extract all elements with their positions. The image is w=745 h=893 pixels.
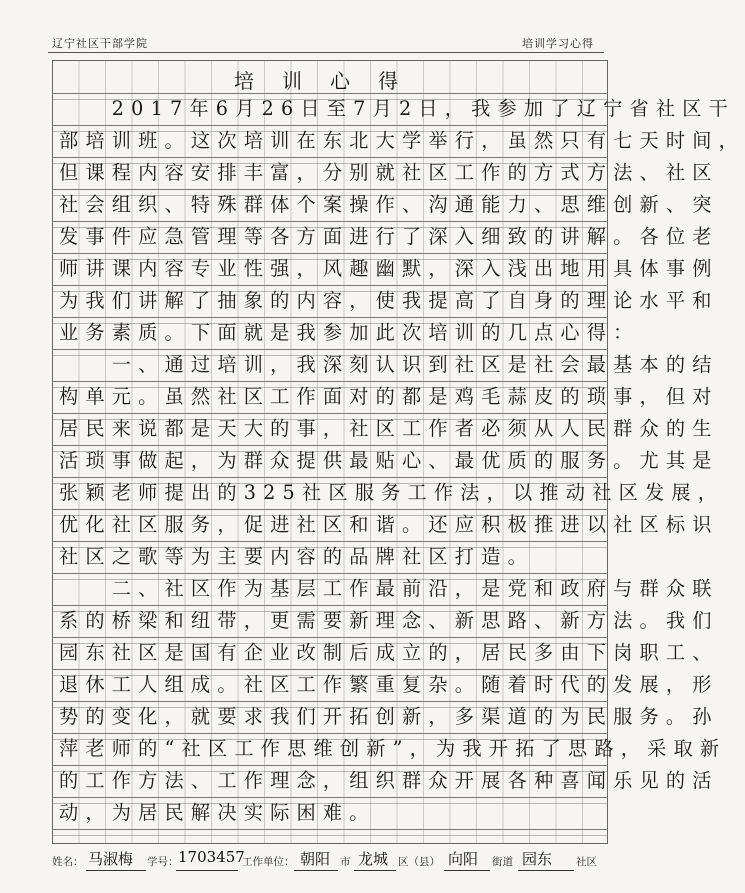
essay-line-text: 园东社区是国有企业改制后成立的，居民多由下岗职工、 — [59, 641, 719, 664]
essay-line — [53, 381, 719, 414]
title-row — [53, 61, 607, 94]
essay-line-text: 势的变化，就要求我们开拓创新，多渠道的为民服务。孙 — [59, 705, 719, 728]
essay-line — [53, 797, 607, 830]
essay-line — [53, 733, 727, 766]
document-type: 培训学习心得 — [522, 37, 594, 50]
essay-line — [53, 701, 719, 734]
essay-line — [53, 669, 719, 702]
essay-line — [53, 605, 719, 638]
essay-line — [53, 765, 719, 798]
essay-line-text: 活琐事做起，为群众提供最贴心、最优质的服务。尤其是 — [59, 449, 719, 472]
essay-line-text: 一、通过培训，我深刻认识到社区是社会最基本的结 — [59, 353, 719, 376]
essay-line-text: 但课程内容安排丰富，分别就社区工作的方式方法、社区 — [59, 161, 719, 184]
essay-line — [53, 349, 719, 382]
name-label: 姓名： — [52, 856, 84, 868]
id-label: 学号： — [147, 856, 179, 868]
street-underline — [444, 870, 490, 871]
unit-label: 工作单位： — [242, 856, 295, 868]
essay-line-text: 张颖老师提出的325社区服务工作法，以推动社区发展， — [59, 481, 725, 504]
writing-sheet — [52, 60, 745, 844]
essay-line — [53, 221, 719, 254]
essay-line-text: 部培训班。这次培训在东北大学举行，虽然只有七天时间， — [59, 129, 745, 152]
essay-line — [53, 477, 725, 510]
essay-line-text: 构单元。虽然社区工作面对的都是鸡毛蒜皮的琐事，但对 — [59, 385, 719, 408]
essay-line — [53, 285, 719, 318]
essay-line — [53, 317, 640, 350]
essay-line-text: 发事件应急管理等各方面进行了深入细致的讲解。各位老 — [59, 225, 719, 248]
essay-line — [53, 509, 719, 542]
id-underline — [176, 870, 238, 871]
header-divider — [48, 52, 604, 53]
community-suffix: 社区 — [576, 856, 597, 868]
district-suffix: 区（县） — [398, 856, 440, 868]
essay-line — [53, 189, 719, 222]
essay-line-text: 系的桥梁和纽带，更需要新理念、新思路、新方法。我们 — [59, 609, 719, 632]
essay-line-text: 2017年6月26日至7月2日，我参加了辽宁省社区干 — [59, 97, 736, 120]
name-underline — [86, 870, 146, 871]
essay-line-text: 优化社区服务，促进社区和谐。还应积极推进以社区标识 — [59, 513, 719, 536]
essay-line — [53, 445, 719, 478]
name-value: 马淑梅 — [88, 850, 134, 868]
street-suffix: 街道 — [492, 856, 513, 868]
city-suffix: 市 — [340, 856, 351, 868]
essay-line-text: 二、社区作为基层工作最前沿，是党和政府与群众联 — [59, 577, 719, 600]
essay-line-text: 居民来说都是天大的事，社区工作者必须从人民群众的生 — [59, 417, 719, 440]
district-value: 龙城 — [358, 850, 389, 868]
essay-line-text: 动，为居民解决实际困难。 — [59, 801, 376, 824]
essay-line — [53, 573, 719, 606]
id-value: 1703457 — [178, 848, 245, 866]
essay-line-text: 社区之歌等为主要内容的品牌社区打造。 — [59, 545, 534, 568]
essay-line — [53, 125, 745, 158]
essay-line-text: 为我们讲解了抽象的内容，使我提高了自身的理论水平和 — [59, 289, 719, 312]
essay-line-text: 的工作方法、工作理念，组织群众开展各种喜闻乐见的活 — [59, 769, 719, 792]
essay-title: 培训心得 — [234, 69, 426, 93]
essay-line — [53, 413, 719, 446]
essay-line — [53, 637, 719, 670]
essay-line-text: 社会组织、特殊群体个案操作、沟通能力、思维创新、突 — [59, 193, 719, 216]
community-value: 园东 — [522, 850, 553, 868]
district-underline — [354, 870, 396, 871]
signature-footer — [52, 846, 604, 870]
essay-line — [53, 157, 719, 190]
essay-line-text: 业务素质。下面就是我参加此次培训的几点心得： — [59, 321, 640, 344]
essay-line-text: 师讲课内容专业性强，风趣幽默，深入浅出地用具体事例 — [59, 257, 719, 280]
essay-line — [53, 541, 607, 574]
essay-line-text: 退休工人组成。社区工作繁重复杂。随着时代的发展，形 — [59, 673, 719, 696]
city-underline — [294, 870, 338, 871]
community-underline — [518, 870, 574, 871]
street-value: 向阳 — [448, 850, 479, 868]
essay-line — [53, 93, 736, 126]
school-name: 辽宁社区干部学院 — [52, 37, 148, 50]
essay-line-text: 萍老师的“社区工作思维创新”，为我开拓了思路，采取新 — [59, 737, 727, 760]
city-value: 朝阳 — [300, 850, 331, 868]
essay-line — [53, 253, 719, 286]
